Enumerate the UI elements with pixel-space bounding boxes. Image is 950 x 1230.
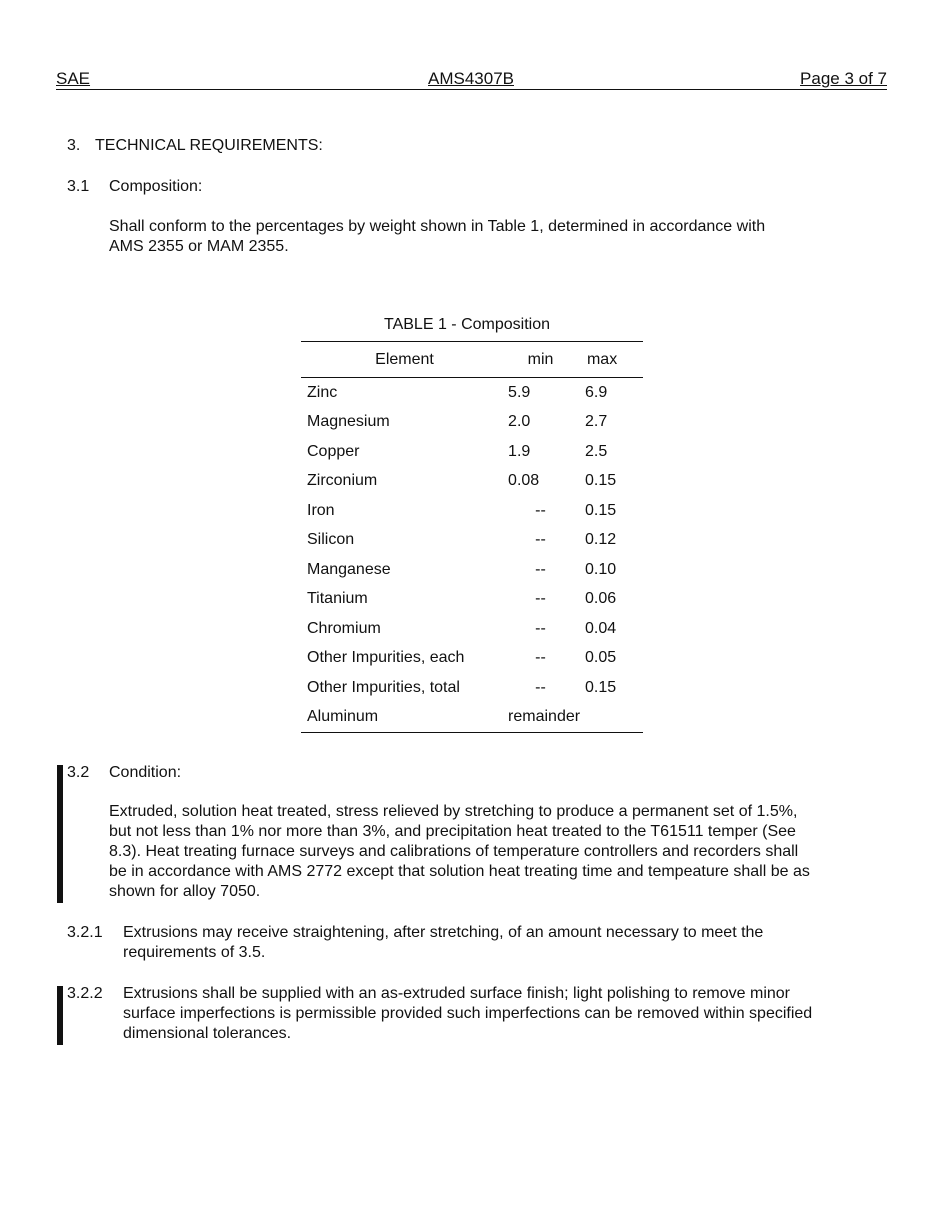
section-3-1-body-line: AMS 2355 or MAM 2355.: [109, 238, 289, 255]
table-row: [301, 673, 643, 703]
cell-max: 0.15: [584, 472, 617, 490]
section-3-2-number: 3.2: [67, 764, 90, 781]
section-3-2-2-body-line: surface imperfections is permissible provided such imperfections can be removed within specified: [123, 1005, 813, 1022]
cell-min: 5.9: [508, 383, 531, 401]
cell-element: Copper: [307, 442, 360, 460]
table-row: [301, 496, 643, 526]
table-row: [301, 467, 643, 497]
table-row: [301, 437, 643, 467]
table-row: [301, 644, 643, 674]
cell-min: 1.9: [508, 442, 531, 460]
section-3-2-1-body-line: requirements of 3.5.: [123, 944, 266, 961]
cell-min: 2.0: [508, 413, 531, 431]
cell-max: 2.5: [584, 442, 608, 460]
cell-max: 0.05: [584, 649, 617, 667]
table-caption: TABLE 1 - Composition: [384, 316, 550, 333]
table-row: [301, 378, 643, 408]
section-3-2-1-number: 3.2.1: [67, 924, 103, 941]
section-3-2-2-number: 3.2.2: [67, 985, 103, 1002]
table-row: [301, 526, 643, 556]
column-header-min: min: [502, 342, 579, 378]
table-row: [301, 614, 643, 644]
section-3-1-title: Composition:: [109, 178, 203, 195]
cell-element: Titanium: [307, 590, 368, 608]
table-row: [301, 585, 643, 615]
table-row: [301, 703, 643, 733]
table-header-row: [301, 342, 643, 378]
cell-min: 0.08: [508, 472, 540, 490]
table-row: [301, 555, 643, 585]
cell-min: --: [535, 619, 546, 637]
section-3-number: 3.: [67, 137, 81, 154]
section-3-1-number: 3.1: [67, 178, 90, 195]
cell-min: --: [535, 501, 546, 519]
cell-element: Zirconium: [307, 472, 378, 490]
cell-min: --: [535, 649, 546, 667]
section-3-2-title: Condition:: [109, 764, 182, 781]
cell-min: --: [535, 560, 546, 578]
column-header-element: Element: [301, 342, 502, 378]
header-org: SAE: [56, 69, 91, 88]
section-3-2-body-line: Extruded, solution heat treated, stress relieved by stretching to produce a permanent set of 1.5%,: [109, 803, 798, 820]
section-3-2-body-line: be in accordance with AMS 2772 except that solution heat treating time and tempeature shall be as: [109, 863, 810, 880]
cell-element: Manganese: [307, 560, 391, 578]
header-page-number: Page 3 of 7: [800, 69, 887, 88]
cell-element: Aluminum: [307, 708, 379, 726]
cell-min: remainder: [508, 708, 581, 726]
section-3-2-body-line: 8.3). Heat treating furnace surveys and calibrations of temperature controllers and recorders shall: [109, 843, 799, 860]
cell-element: Magnesium: [307, 413, 390, 431]
table-row: [301, 408, 643, 438]
section-3-2-2-body-line: dimensional tolerances.: [123, 1025, 292, 1042]
cell-max: 0.12: [584, 531, 617, 549]
section-3-2-2-body-line: Extrusions shall be supplied with an as-extruded surface finish; light polishing to remove minor: [123, 985, 791, 1002]
cell-max: 2.7: [584, 413, 608, 431]
cell-element: Other Impurities, total: [307, 678, 460, 696]
cell-max: 6.9: [584, 383, 608, 401]
section-3-2-1-body-line: Extrusions may receive straightening, after stretching, of an amount necessary to meet the: [123, 924, 764, 941]
page-header: [56, 69, 887, 90]
cell-max: 0.15: [584, 678, 617, 696]
cell-min: --: [535, 531, 546, 549]
cell-max: 0.10: [584, 560, 617, 578]
revision-change-bar: [57, 765, 63, 903]
cell-element: Other Impurities, each: [307, 649, 465, 667]
column-header-max: max: [579, 342, 643, 378]
section-3-2-body-line: shown for alloy 7050.: [109, 883, 261, 900]
cell-element: Zinc: [307, 383, 338, 401]
revision-change-bar: [57, 986, 63, 1045]
cell-max: 0.06: [584, 590, 617, 608]
cell-element: Iron: [307, 501, 335, 519]
cell-min: --: [535, 590, 546, 608]
section-3-1-body-line: Shall conform to the percentages by weight shown in Table 1, determined in accordance with: [109, 218, 766, 235]
cell-element: Chromium: [307, 619, 381, 637]
cell-min: --: [535, 678, 546, 696]
cell-max: 0.15: [584, 501, 617, 519]
composition-table: [301, 341, 643, 733]
cell-max: 0.04: [584, 619, 617, 637]
cell-element: Silicon: [307, 531, 355, 549]
section-3-title: TECHNICAL REQUIREMENTS:: [95, 137, 323, 154]
header-doc-number: AMS4307B: [428, 69, 514, 88]
section-3-2-body-line: but not less than 1% nor more than 3%, and precipitation heat treated to the T61511 temper (See: [109, 823, 796, 840]
